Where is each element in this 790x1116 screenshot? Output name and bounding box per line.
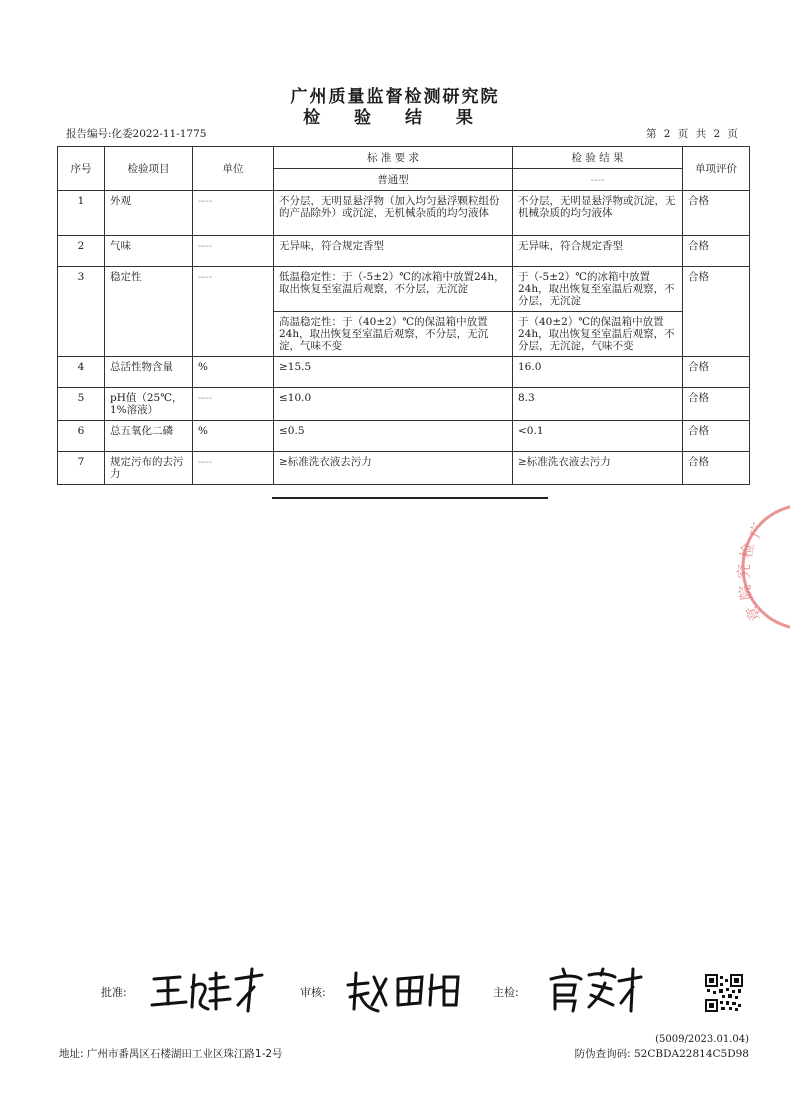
row-unit: ----	[193, 191, 274, 236]
row-standard: ≥15.5	[274, 357, 513, 388]
row-result: 于（-5±2）℃的冰箱中放置24h，取出恢复至室温后观察，不分层，无沉淀	[513, 267, 683, 312]
anti-fake-label: 防伪查询码:	[574, 1048, 631, 1060]
row-unit: ----	[193, 388, 274, 421]
report-number-value: 化委2022-11-1775	[111, 128, 207, 140]
svg-text:院: 院	[735, 583, 756, 602]
anti-fake-value: 52CBDA22814C5D98	[633, 1048, 749, 1060]
row-item: 规定污布的去污力	[105, 452, 193, 485]
header-evaluation: 单项评价	[683, 147, 750, 191]
organization-name: 广州质量监督检测研究院	[290, 87, 500, 107]
row-result: <0.1	[513, 421, 683, 452]
svg-text:广: 广	[745, 520, 768, 541]
header-standard-type: 普通型	[274, 169, 513, 191]
row-result: 16.0	[513, 357, 683, 388]
row-index: 6	[58, 421, 105, 452]
approve-signature	[148, 965, 266, 1015]
header-item: 检验项目	[105, 147, 193, 191]
row-item: 外观	[105, 191, 193, 236]
row-index: 3	[58, 267, 105, 357]
results-table	[57, 146, 750, 485]
row-item: 总活性物含量	[105, 357, 193, 388]
row-standard-2: 高温稳定性：于（40±2）℃的保温箱中放置24h，取出恢复至室温后观察，不分层，无沉淀，气味不变	[274, 312, 513, 357]
table-row	[58, 267, 750, 312]
qr-code	[705, 974, 743, 1012]
form-reference: (5009/2023.01.04)	[655, 1034, 749, 1045]
row-evaluation: 合格	[683, 236, 750, 267]
table-row	[58, 236, 750, 267]
row-index: 5	[58, 388, 105, 421]
row-index: 1	[58, 191, 105, 236]
address-label: 地址:	[59, 1048, 84, 1060]
row-evaluation: 合格	[683, 191, 750, 236]
table-row	[58, 452, 750, 485]
row-standard: ≤10.0	[274, 388, 513, 421]
row-item: pH值（25℃，1%溶液）	[105, 388, 193, 421]
table-row	[58, 421, 750, 452]
row-item: 气味	[105, 236, 193, 267]
review-signature	[346, 965, 464, 1015]
row-item: 稳定性	[105, 267, 193, 357]
row-result: 8.3	[513, 388, 683, 421]
row-unit: ----	[193, 267, 274, 357]
row-result: ≥标准洗衣液去污力	[513, 452, 683, 485]
row-item: 总五氧化二磷	[105, 421, 193, 452]
row-index: 7	[58, 452, 105, 485]
official-seal	[735, 497, 790, 637]
table-row	[58, 357, 750, 388]
page-info: 第 2 页 共 2 页	[645, 128, 738, 140]
anti-fake-code	[575, 1046, 749, 1061]
row-standard: ≤0.5	[274, 421, 513, 452]
row-index: 2	[58, 236, 105, 267]
report-number-label: 报告编号:	[66, 128, 112, 140]
table-header-row	[58, 147, 750, 169]
main-inspector-signature	[545, 965, 645, 1015]
svg-text:检: 检	[737, 541, 758, 560]
document-title: 检 验 结 果	[303, 108, 487, 128]
row-unit: %	[193, 421, 274, 452]
row-standard: 低温稳定性：于（-5±2）℃的冰箱中放置24h，取出恢复至室温后观察，不分层，无沉淀	[274, 267, 513, 312]
header-standard: 标 准 要 求	[274, 147, 513, 169]
review-label: 审核:	[300, 986, 326, 999]
row-result: 无异味，符合规定香型	[513, 236, 683, 267]
row-standard: 不分层，无明显悬浮物（加入均匀悬浮颗粒组份的产品除外）或沉淀，无机械杂质的均匀液体	[274, 191, 513, 236]
svg-text:章: 章	[742, 603, 765, 624]
row-unit: %	[193, 357, 274, 388]
row-unit: ----	[193, 236, 274, 267]
row-unit: ----	[193, 452, 274, 485]
end-of-table-rule	[272, 497, 548, 499]
row-standard: 无异味，符合规定香型	[274, 236, 513, 267]
approve-label: 批准:	[101, 986, 127, 999]
address	[59, 1046, 283, 1061]
row-evaluation: 合格	[683, 452, 750, 485]
main-inspector-label: 主检:	[493, 986, 519, 999]
row-standard: ≥标准洗衣液去污力	[274, 452, 513, 485]
row-result: 不分层，无明显悬浮物或沉淀，无机械杂质的均匀液体	[513, 191, 683, 236]
table-row	[58, 191, 750, 236]
address-value: 广州市番禺区石楼湖田工业区珠江路1-2号	[86, 1048, 283, 1060]
report-number	[66, 126, 206, 141]
row-evaluation: 合格	[683, 357, 750, 388]
row-index: 4	[58, 357, 105, 388]
header-index: 序号	[58, 147, 105, 191]
header-result-sub: ----	[513, 169, 683, 191]
row-evaluation: 合格	[683, 267, 750, 357]
header-result: 检 验 结 果	[513, 147, 683, 169]
row-result-2: 于（40±2）℃的保温箱中放置24h，取出恢复至室温后观察，不分层，无沉淀，气味不变	[513, 312, 683, 357]
header-unit: 单位	[193, 147, 274, 191]
row-evaluation: 合格	[683, 388, 750, 421]
row-evaluation: 合格	[683, 421, 750, 452]
table-row	[58, 388, 750, 421]
svg-text:究: 究	[735, 563, 753, 579]
